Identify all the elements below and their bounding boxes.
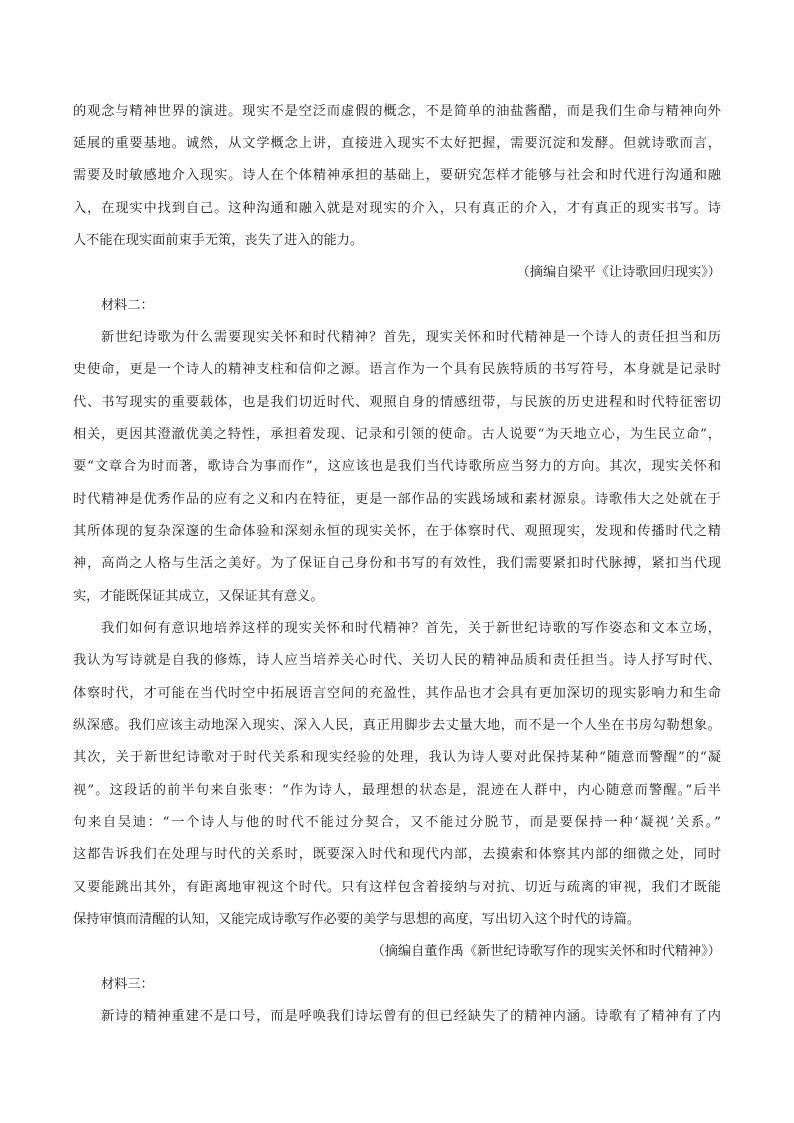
- paragraph-line: 又要能跳出其外，有距离地审视这个时代。只有这样包含着接纳与对抗、切近与疏离的审视，我们才既能: [73, 880, 721, 895]
- paragraph-line: 其所体现的复杂深邃的生命体验和深刻永恒的现实关怀，在于体察时代、观照现实，发现和传播时代之精: [73, 524, 721, 539]
- paragraph-line: 相关，更因其澄澈优美之特性，承担着发现、记录和引领的使命。古人说要“为天地立心，为生民立命”，: [73, 427, 721, 442]
- paragraph-line: 这都告诉我们在处理与时代的关系时，既要深入时代和现代内部，去摸索和体察其内部的细微之处，同时: [73, 847, 721, 862]
- paragraph-line: 纵深感。我们应该主动地深入现实、深入人民，真正用脚步去丈量大地，而不是一个人坐在书房勾勒想象。: [73, 718, 721, 733]
- source-citation: （摘编自梁平《让诗歌回归现实》）: [516, 265, 721, 280]
- paragraph-line: 时代精神是优秀作品的应有之义和内在特征，更是一部作品的实践场域和素材源泉。诗歌伟大之处就在于: [73, 492, 721, 507]
- paragraph-line: 实，才能既保证其成立，又保证其有意义。: [73, 589, 324, 604]
- paragraph-line: 我们如何有意识地培养这样的现实关怀和时代精神？首先，关于新世纪诗歌的写作姿态和文本立场，: [101, 621, 721, 636]
- source-citation: （摘编自董作禹《新世纪诗歌写作的现实关怀和时代精神》）: [371, 944, 721, 959]
- paragraph-line: 保持审慎而清醒的认知，又能完成诗歌写作必要的美学与思想的高度，写出切入这个时代的诗篇。: [73, 912, 641, 927]
- paragraph-line: 代、书写现实的重要载体，也是我们切近时代、观照自身的情感纽带，与民族的历史进程和时代特征密切: [73, 395, 721, 410]
- paragraph-line: 史使命，更是一个诗人的精神支柱和信仰之源。语言作为一个具有民族特质的书写符号，本身就是记录时: [73, 362, 721, 377]
- paragraph-line: 体察时代，才可能在当代时空中拓展语言空间的充盈性，其作品也才会具有更加深切的现实影响力和生命: [73, 686, 721, 701]
- section-label: 材料三：: [101, 977, 154, 992]
- paragraph-line: 延展的重要基地。诚然，从文学概念上讲，直接进入现实不太好把握，需要沉淀和发酵。但就诗歌而言，: [73, 136, 721, 151]
- paragraph-line: 视”。这段话的前半句来自张枣：“作为诗人，最理想的状态是，混迹在人群中，内心随意而警醒。”后半: [73, 783, 721, 798]
- paragraph-line: 神，高尚之人格与生活之美好。为了保证自己身份和书写的有效性，我们需要紧扣时代脉搏，紧扣当代现: [73, 556, 721, 571]
- paragraph-line: 的观念与精神世界的演进。现实不是空泛而虚假的概念，不是简单的油盐酱醋，而是我们生命与精神向外: [73, 104, 721, 119]
- paragraph-line: 需要及时敏感地介入现实。诗人在个体精神承担的基础上，要研究怎样才能够与社会和时代进行沟通和融: [73, 168, 721, 183]
- paragraph-line: 其次，关于新世纪诗歌对于时代关系和现实经验的处理，我认为诗人要对此保持某种“随意而警醒”的“凝: [73, 750, 721, 765]
- paragraph-line: 句来自吴迪：“一个诗人与他的时代不能过分契合，又不能过分脱节，而是要保持一种‘凝视’关系。”: [73, 815, 721, 830]
- paragraph-line: 人不能在现实面前束手无策，丧失了进入的能力。: [73, 233, 364, 248]
- paragraph-line: 入，在现实中找到自己。这种沟通和融入就是对现实的介入，只有真正的介入，才有真正的现实书写。诗: [73, 201, 721, 216]
- section-label: 材料二：: [101, 298, 154, 313]
- paragraph-line: 新世纪诗歌为什么需要现实关怀和时代精神？首先，现实关怀和时代精神是一个诗人的责任担当和历: [101, 330, 721, 345]
- paragraph-line: 新诗的精神重建不是口号，而是呼唤我们诗坛曾有的但已经缺失了的精神内涵。诗歌有了精神有了内: [101, 1009, 721, 1024]
- paragraph-line: 要“文章合为时而著，歌诗合为事而作”，这应该也是我们当代诗歌所应当努力的方向。其次，现实关怀和: [73, 459, 721, 474]
- paragraph-line: 我认为写诗就是自我的修炼，诗人应当培养关心时代、关切人民的精神品质和责任担当。诗人抒写时代、: [73, 653, 721, 668]
